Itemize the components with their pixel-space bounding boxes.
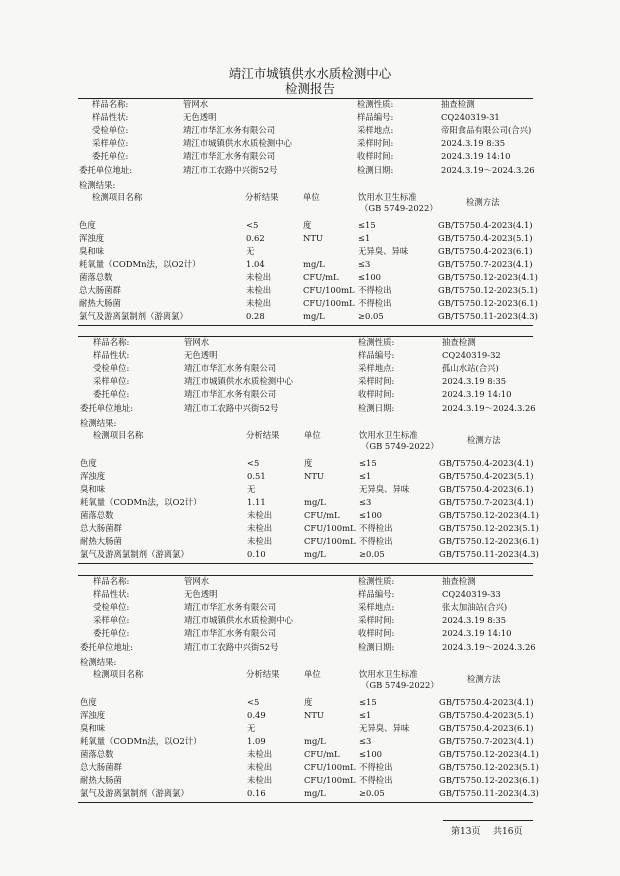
label-test-date: 检测日期:: [357, 164, 394, 175]
label-client-address: 委托单位地址:: [79, 164, 133, 175]
table-row-result: 1.04: [246, 259, 265, 270]
table-row-item: 臭和味: [80, 723, 106, 734]
table-row-standard: 无异臭、异味: [359, 484, 410, 495]
table-row-method: GB/T5750.12-2023(6.1): [438, 298, 538, 309]
receive-time-value: 2024.3.19 14:10: [442, 389, 512, 400]
block-bottom-rule: [78, 563, 533, 564]
test-nature-value: 抽查检测: [441, 99, 475, 109]
label-receive-time: 收样时间:: [357, 151, 394, 162]
table-row-method: GB/T5750.12-2023(5.1): [439, 762, 539, 773]
table-row-result: 未检出: [247, 762, 273, 773]
table-row-standard: ≤1: [358, 233, 371, 244]
col-header-item: 检测项目名称: [92, 192, 143, 202]
table-row-unit: 度: [304, 458, 313, 468]
commissioned-unit-value: 靖江市华汇水务有限公司: [184, 602, 277, 613]
table-row-unit: 度: [303, 220, 312, 230]
label-client-address: 委托单位地址:: [80, 402, 134, 413]
results-label: 检测结果:: [79, 180, 116, 190]
commissioned-unit-value: 靖江市华汇水务有限公司: [184, 363, 277, 374]
client-unit-value: 靖江市华汇水务有限公司: [184, 628, 277, 639]
col-header-standard: 饮用水卫生标准: [359, 430, 418, 440]
table-row-unit: CFU/100mL: [304, 775, 356, 786]
table-row-unit: CFU/100mL: [304, 536, 356, 547]
table-row-standard: 无异臭、异味: [358, 246, 409, 257]
col-header-unit: 单位: [303, 192, 320, 202]
sample-state-value: 无色透明: [184, 350, 218, 361]
col-header-result: 分析结果: [246, 430, 280, 440]
client-address-value: 靖江市工农路中兴街52号: [183, 164, 278, 175]
table-row-standard: ≤1: [359, 710, 372, 721]
table-row-item: 浑浊度: [80, 710, 106, 721]
table-row-method: GB/T5750.4-2023(5.1): [438, 233, 533, 244]
table-row-result: 0.51: [247, 471, 266, 482]
table-row-standard: ≤100: [359, 749, 383, 760]
table-row-unit: mg/L: [304, 736, 326, 747]
table-row-item: 臭和味: [80, 484, 106, 495]
table-row-standard: 不得检出: [359, 775, 393, 786]
table-row-item: 浑浊度: [79, 233, 105, 244]
table-row-standard: 不得检出: [359, 523, 393, 534]
page-number: 第13页: [451, 827, 481, 837]
table-row-unit: mg/L: [303, 259, 325, 270]
label-test-nature: 检测性质:: [357, 99, 394, 109]
sampling-time-value: 2024.3.19 8:35: [442, 615, 507, 626]
table-row-method: GB/T5750.4-2023(4.1): [439, 697, 534, 707]
table-row-item: 色度: [79, 220, 96, 230]
col-header-standard-code: （GB 5749-2022）: [361, 680, 439, 690]
sampling-site-value: 张太加油站(合兴): [442, 602, 508, 613]
test-nature-value: 抽查检测: [442, 337, 476, 347]
table-row-result: 未检出: [247, 510, 273, 521]
table-row-result: 未检出: [247, 775, 273, 786]
table-row-result: 1.11: [247, 497, 266, 508]
test-date-value: 2024.3.19～2024.3.26: [442, 402, 536, 413]
label-test-nature: 检测性质:: [358, 337, 395, 347]
label-test-date: 检测日期:: [358, 641, 395, 652]
table-row-method: GB/T5750.4-2023(6.1): [438, 246, 533, 257]
table-row-standard: ≤3: [359, 497, 372, 508]
table-row-method: GB/T5750.11-2023(4.3): [439, 549, 539, 560]
table-row-method: GB/T5750.12-2023(4.1): [439, 749, 539, 760]
table-row-method: GB/T5750.4-2023(4.1): [438, 220, 533, 230]
table-row-method: GB/T5750.4-2023(6.1): [439, 484, 534, 495]
table-row-standard: ≤1: [359, 471, 372, 482]
table-row-method: GB/T5750.4-2023(6.1): [439, 723, 534, 734]
table-row-unit: CFU/mL: [304, 749, 340, 760]
table-row-result: 0.49: [247, 710, 266, 721]
table-row-item: 耗氧量（CODMn法，以O2计）: [79, 259, 201, 270]
col-header-unit: 单位: [304, 669, 321, 679]
table-row-method: GB/T5750.4-2023(5.1): [439, 710, 534, 721]
table-row-method: GB/T5750.4-2023(4.1): [439, 458, 534, 468]
table-row-standard: ≤15: [359, 697, 377, 707]
col-header-standard: 饮用水卫生标准: [359, 669, 418, 679]
page-total: 共16页: [493, 827, 523, 837]
test-date-value: 2024.3.19～2024.3.26: [442, 641, 536, 652]
col-header-item: 检测项目名称: [93, 430, 144, 440]
sampling-unit-value: 靖江市城镇供水水质检测中心: [183, 138, 292, 149]
col-header-method: 检测方法: [466, 197, 500, 207]
table-row-item: 氯气及游离氯制剂（游离氯）: [79, 311, 188, 322]
table-row-result: 0.16: [247, 788, 266, 799]
table-row-unit: CFU/mL: [303, 272, 339, 283]
label-sample-state: 样品性状:: [92, 112, 129, 123]
sample-no-value: CQ240319-32: [442, 350, 501, 361]
table-row-result: 未检出: [247, 536, 273, 547]
block-bottom-rule: [78, 802, 533, 803]
client-address-value: 靖江市工农路中兴街52号: [184, 641, 279, 652]
table-row-standard: ≥0.05: [359, 788, 385, 799]
table-row-item: 氯气及游离氯制剂（游离氯）: [80, 549, 189, 560]
label-commissioned-unit: 受检单位:: [93, 363, 130, 374]
table-row-standard: 不得检出: [358, 298, 392, 309]
table-row-method: GB/T5750.12-2023(4.1): [439, 510, 539, 521]
table-row-unit: CFU/100mL: [304, 762, 356, 773]
table-row-standard: ≤15: [358, 220, 376, 230]
table-row-unit: NTU: [304, 710, 324, 721]
label-sampling-unit: 采样单位:: [93, 615, 130, 626]
table-row-item: 色度: [80, 458, 97, 468]
table-row-result: 无: [247, 484, 256, 495]
table-row-method: GB/T5750.7-2023(4.1): [439, 497, 534, 508]
table-row-method: GB/T5750.4-2023(5.1): [439, 471, 534, 482]
sampling-unit-value: 靖江市城镇供水水质检测中心: [184, 376, 293, 387]
label-sample-name: 样品名称:: [92, 99, 129, 109]
label-client-address: 委托单位地址:: [80, 641, 134, 652]
label-sampling-site: 采样地点:: [358, 602, 395, 613]
table-row-standard: 不得检出: [359, 536, 393, 547]
footer-rule: [443, 820, 533, 821]
table-row-standard: 无异臭、异味: [359, 723, 410, 734]
sampling-site-value: 孤山水站(合兴): [442, 363, 499, 374]
table-row-result: 未检出: [247, 523, 273, 534]
table-row-result: 未检出: [247, 749, 273, 760]
label-sampling-unit: 采样单位:: [92, 138, 129, 149]
label-receive-time: 收样时间:: [358, 389, 395, 400]
table-row-method: GB/T5750.12-2023(5.1): [439, 523, 539, 534]
table-row-method: GB/T5750.12-2023(5.1): [438, 285, 538, 296]
table-row-item: 菌落总数: [80, 510, 114, 521]
table-row-result: 1.09: [247, 736, 266, 747]
table-row-item: 总大肠菌群: [80, 523, 122, 534]
label-sampling-unit: 采样单位:: [93, 376, 130, 387]
label-sampling-time: 采样时间:: [357, 138, 394, 149]
table-row-result: <5: [247, 697, 260, 707]
table-row-item: 总大肠菌群: [80, 762, 122, 773]
table-row-standard: ≥0.05: [358, 311, 384, 322]
table-row-item: 耗氧量（CODMn法，以O2计）: [80, 736, 202, 747]
table-row-item: 耐热大肠菌: [79, 298, 121, 309]
label-client-unit: 委托单位:: [93, 628, 130, 639]
table-row-standard: ≤15: [359, 458, 377, 468]
table-row-unit: CFU/100mL: [303, 298, 355, 309]
table-row-result: <5: [246, 220, 259, 230]
block-bottom-rule: [78, 325, 533, 326]
label-sample-name: 样品名称:: [93, 576, 130, 586]
table-row-standard: ≥0.05: [359, 549, 385, 560]
label-test-nature: 检测性质:: [358, 576, 395, 586]
label-sampling-time: 采样时间:: [358, 615, 395, 626]
col-header-item: 检测项目名称: [93, 669, 144, 679]
label-test-date: 检测日期:: [358, 402, 395, 413]
table-row-item: 臭和味: [79, 246, 105, 257]
label-sampling-time: 采样时间:: [358, 376, 395, 387]
table-row-method: GB/T5750.12-2023(6.1): [439, 536, 539, 547]
org-title: 靖江市城镇供水水质检测中心: [228, 66, 392, 81]
label-sample-no: 样品编号:: [358, 350, 395, 361]
label-sample-state: 样品性状:: [93, 589, 130, 600]
col-header-result: 分析结果: [245, 192, 279, 202]
label-sampling-site: 采样地点:: [357, 125, 394, 136]
table-row-method: GB/T5750.11-2023(4.3): [438, 311, 538, 322]
table-row-item: 总大肠菌群: [79, 285, 121, 296]
table-row-item: 氯气及游离氯制剂（游离氯）: [80, 788, 189, 799]
sample-no-value: CQ240319-33: [442, 589, 501, 600]
table-row-unit: CFU/mL: [304, 510, 340, 521]
sample-state-value: 无色透明: [184, 589, 218, 600]
table-row-method: GB/T5750.12-2023(4.1): [438, 272, 538, 283]
label-sample-state: 样品性状:: [93, 350, 130, 361]
table-row-unit: CFU/100mL: [304, 523, 356, 534]
table-row-unit: NTU: [304, 471, 324, 482]
table-row-standard: 不得检出: [359, 762, 393, 773]
test-nature-value: 抽查检测: [442, 576, 476, 586]
label-sample-no: 样品编号:: [358, 589, 395, 600]
table-row-result: 未检出: [246, 272, 272, 283]
table-row-standard: ≤100: [358, 272, 382, 283]
table-row-result: 无: [246, 246, 255, 257]
col-header-unit: 单位: [304, 430, 321, 440]
col-header-standard: 饮用水卫生标准: [358, 192, 417, 202]
sampling-time-value: 2024.3.19 8:35: [442, 376, 507, 387]
col-header-result: 分析结果: [246, 669, 280, 679]
table-row-item: 菌落总数: [80, 749, 114, 760]
table-row-standard: ≤3: [359, 736, 372, 747]
table-row-item: 耐热大肠菌: [80, 536, 122, 547]
table-row-result: 未检出: [246, 285, 272, 296]
table-row-standard: ≤3: [358, 259, 371, 270]
table-row-item: 菌落总数: [79, 272, 113, 283]
table-row-standard: ≤100: [359, 510, 383, 521]
table-row-item: 耗氧量（CODMn法，以O2计）: [80, 497, 202, 508]
client-address-value: 靖江市工农路中兴街52号: [184, 402, 279, 413]
table-row-unit: mg/L: [304, 549, 326, 560]
sample-state-value: 无色透明: [183, 112, 217, 123]
col-header-method: 检测方法: [467, 674, 501, 684]
sample-name-value: 管网水: [184, 576, 210, 586]
label-client-unit: 委托单位:: [93, 389, 130, 400]
table-row-method: GB/T5750.7-2023(4.1): [439, 736, 534, 747]
col-header-method: 检测方法: [467, 435, 501, 445]
table-row-standard: 不得检出: [358, 285, 392, 296]
col-header-standard-code: （GB 5749-2022）: [361, 441, 439, 451]
sampling-time-value: 2024.3.19 8:35: [441, 138, 506, 149]
table-row-item: 色度: [80, 697, 97, 707]
table-row-unit: mg/L: [304, 788, 326, 799]
table-row-unit: NTU: [303, 233, 323, 244]
test-date-value: 2024.3.19～2024.3.26: [441, 164, 535, 175]
label-receive-time: 收样时间:: [358, 628, 395, 639]
sampling-site-value: 帝阳食品有限公司(合兴): [441, 125, 532, 136]
table-row-result: 0.28: [246, 311, 265, 322]
sampling-unit-value: 靖江市城镇供水水质检测中心: [184, 615, 293, 626]
results-label: 检测结果:: [80, 657, 117, 667]
table-row-item: 浑浊度: [80, 471, 106, 482]
table-row-unit: CFU/100mL: [303, 285, 355, 296]
sample-name-value: 管网水: [184, 337, 210, 347]
table-row-result: 未检出: [246, 298, 272, 309]
table-row-item: 耐热大肠菌: [80, 775, 122, 786]
table-row-method: GB/T5750.11-2023(4.3): [439, 788, 539, 799]
table-row-unit: mg/L: [303, 311, 325, 322]
sample-no-value: CQ240319-31: [441, 112, 500, 123]
client-unit-value: 靖江市华汇水务有限公司: [184, 389, 277, 400]
label-commissioned-unit: 受检单位:: [92, 125, 129, 136]
table-row-result: <5: [247, 458, 260, 468]
receive-time-value: 2024.3.19 14:10: [442, 628, 512, 639]
table-row-unit: mg/L: [304, 497, 326, 508]
results-label: 检测结果:: [80, 418, 117, 428]
table-row-result: 无: [247, 723, 256, 734]
label-sample-name: 样品名称:: [93, 337, 130, 347]
sample-name-value: 管网水: [183, 99, 209, 109]
table-row-result: 0.62: [246, 233, 265, 244]
client-unit-value: 靖江市华汇水务有限公司: [183, 151, 276, 162]
table-row-method: GB/T5750.7-2023(4.1): [438, 259, 533, 270]
label-sample-no: 样品编号:: [357, 112, 394, 123]
receive-time-value: 2024.3.19 14:10: [441, 151, 511, 162]
commissioned-unit-value: 靖江市华汇水务有限公司: [183, 125, 276, 136]
table-row-method: GB/T5750.12-2023(6.1): [439, 775, 539, 786]
col-header-standard-code: （GB 5749-2022）: [360, 203, 438, 213]
label-sampling-site: 采样地点:: [358, 363, 395, 374]
table-row-result: 0.10: [247, 549, 266, 560]
label-client-unit: 委托单位:: [92, 151, 129, 162]
report-title: 检测报告: [284, 81, 335, 96]
table-row-unit: 度: [304, 697, 313, 707]
label-commissioned-unit: 受检单位:: [93, 602, 130, 613]
